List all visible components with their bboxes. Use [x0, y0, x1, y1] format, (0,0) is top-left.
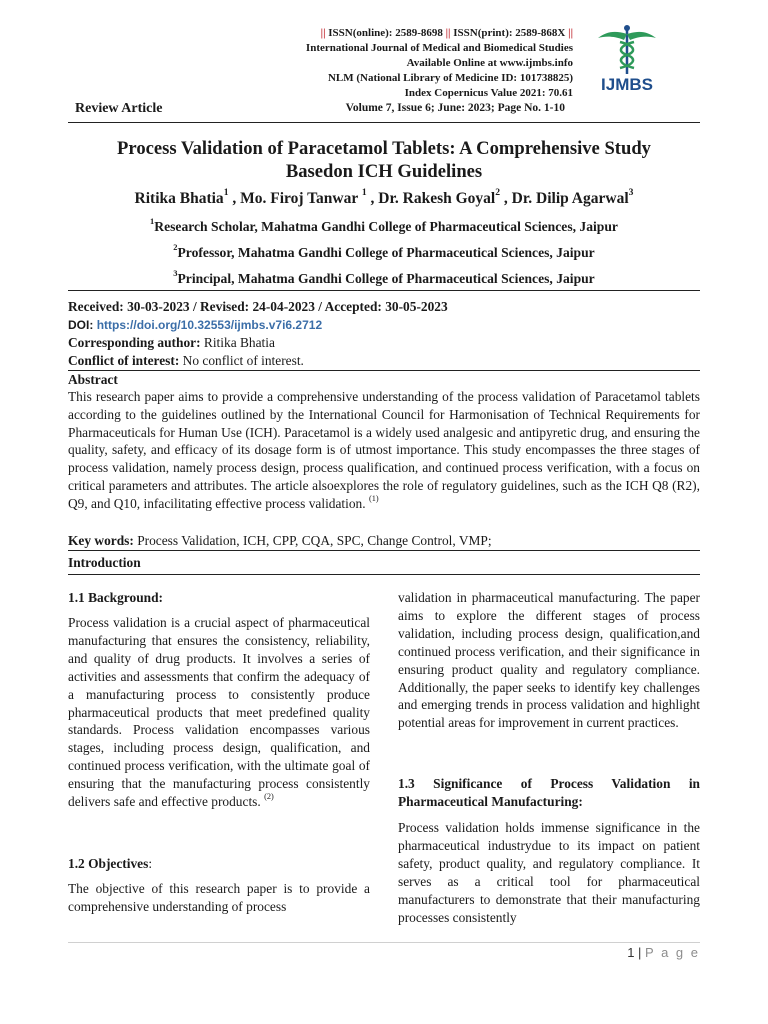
affiliation-text: Principal, Mahatma Gandhi College of Pharmaceutical Sciences, Jaipur: [177, 271, 595, 286]
introduction-rule: [68, 574, 700, 575]
author-sup: 1: [223, 187, 229, 199]
coi-label: Conflict of interest:: [68, 353, 180, 368]
keywords-line: [68, 532, 492, 550]
issn-separator: ||: [445, 27, 451, 39]
header-rule: [68, 122, 700, 123]
affiliation: [68, 268, 700, 287]
author-sup: 3: [628, 187, 634, 199]
author-sup: 1: [361, 187, 367, 199]
dates-line: Received: 30-03-2023 / Revised: 24-04-2023 / Accepted: 30-05-2023: [68, 299, 448, 314]
issn-print: ISSN(print): 2589-868X: [453, 27, 566, 39]
affiliation-text: Professor, Mahatma Gandhi College of Pharmaceutical Sciences, Jaipur: [177, 245, 595, 260]
author-name: Dr. Dilip Agarwal: [511, 190, 629, 207]
objectives-continued: validation in pharmaceutical manufacturing. The paper aims to explore the different stages of process validation, including process design, qualification,and continued process verification, and their significance in ensuring product quality and regulatory compliance. Additionally, the paper seeks to identify key challenges and emerging trends in process validation and highlight potential areas for improvement in current practices.: [398, 590, 700, 731]
abstract-heading: Abstract: [68, 372, 118, 387]
available-online: Available Online at www.ijmbs.info: [406, 57, 573, 69]
affiliation-text: Research Scholar, Mahatma Gandhi College of Pharmaceutical Sciences, Jaipur: [154, 219, 618, 234]
author-sup: 2: [495, 187, 501, 199]
affiliation-sup: 1: [150, 216, 155, 227]
page-sep: |: [634, 945, 646, 960]
doi-link[interactable]: https://doi.org/10.32553/ijmbs.v7i6.2712: [96, 318, 323, 332]
background-ref: (2): [264, 792, 274, 802]
author-name: Dr. Rakesh Goyal: [378, 190, 496, 207]
paper-title: [68, 137, 700, 183]
author-name: Ritika Bhatia: [134, 190, 224, 207]
author-sep: ,: [500, 190, 512, 207]
issn-line: [260, 26, 573, 42]
doi-line: [68, 316, 322, 334]
background-body: [68, 614, 370, 811]
doi-label: DOI:: [68, 318, 94, 332]
affiliation-sup: 2: [173, 242, 178, 253]
issn-separator: ||: [320, 27, 326, 39]
keywords-rule: [68, 550, 700, 551]
journal-name: International Journal of Medical and Biomedical Studies: [305, 42, 573, 54]
keywords-value: Process Validation, ICH, CPP, CQA, SPC, Change Control, VMP;: [133, 533, 492, 548]
section-heading-objectives: [68, 855, 370, 873]
journal-logo: [584, 22, 670, 108]
footer-rule: [68, 942, 700, 943]
objectives-body: The objective of this research paper is to provide a comprehensive understanding of process: [68, 881, 370, 914]
abstract-text: This research paper aims to provide a comprehensive understanding of the process validation of Paracetamol tablets according to the guidelines outlined by the International Council for Harmonisation of Technical Requirements for Pharmaceuticals for Human Use (ICH). Paracetamol is a widely used analgesic and antipyretic drug, and ensuring the quality, safety, and efficacy of its dosage form is of utmost importance. This study encompasses the three stages of process validation, namely process design, process qualification, and continued process verification, with a focus on critical parameters and attributes. The article alsoexplores the role of regulatory guidelines, such as the ICH Q8 (R2), Q9, and Q10, infacilitating effective process validation.: [68, 389, 700, 511]
caduceus-icon: [584, 22, 670, 108]
author-list: [68, 187, 700, 208]
page-num: 1: [627, 945, 635, 960]
coi-value: No conflict of interest.: [179, 353, 304, 368]
objectives-colon: :: [148, 856, 153, 871]
volume-line: Volume 7, Issue 6; June: 2023; Page No. 1-10: [345, 102, 565, 114]
title-line-2: Basedon ICH Guidelines: [285, 161, 483, 182]
author-sep: ,: [366, 190, 379, 207]
affiliation: [68, 216, 700, 235]
corresponding-author: [68, 334, 275, 352]
issn-separator: ||: [568, 27, 573, 39]
objectives-label: 1.2 Objectives: [68, 856, 149, 871]
affiliation-sup: 3: [173, 268, 178, 279]
introduction-heading: Introduction: [68, 555, 141, 570]
author-sep: ,: [228, 190, 241, 207]
affiliation: [68, 242, 700, 261]
article-type: Review Article: [75, 101, 163, 116]
corr-label: Corresponding author:: [68, 335, 201, 350]
author-name: Mo. Firoj Tanwar: [240, 190, 362, 207]
abstract-body: [68, 388, 700, 513]
issn-online: ISSN(online): 2589-8698: [328, 27, 443, 39]
keywords-label: Key words:: [68, 533, 134, 548]
significance-body: Process validation holds immense significance in the pharmaceutical industrydue to its impact on patient safety, product quality, and regulatory compliance. It serves as a critical tool for pharmaceutical manufacturers to demonstrate that their manufacturing processes consistently: [398, 820, 700, 925]
conflict-of-interest: [68, 352, 304, 370]
background-text: Process validation is a crucial aspect of pharmaceutical manufacturing that ensures the consistency, reliability, and quality of drug products. It involves a series of activities and assessments that confirm the adequacy of a manufacturing process to consistently produce pharmaceutical products that meet predefined quality standards. Process validation encompasses various stages, including process design, qualification, and continued process verification, with the ultimate goal of ensuring that the manufacturing process consistently delivers safe and effective products.: [68, 615, 370, 810]
affiliation-rule: [68, 290, 700, 291]
copernicus-value: Index Copernicus Value 2021: 70.61: [404, 87, 573, 99]
page-word: P a g e: [645, 945, 700, 960]
page-number: [600, 945, 700, 960]
logo-text: IJMBS: [601, 75, 653, 94]
corr-value: Ritika Bhatia: [200, 335, 275, 350]
section-heading-significance: 1.3 Significance of Process Validation in Pharmaceutical Manufacturing:: [398, 776, 700, 809]
nlm-id: NLM (National Library of Medicine ID: 101738825): [327, 72, 573, 84]
abstract-rule: [68, 370, 700, 371]
title-line-1: Process Validation of Paracetamol Tablets: A Comprehensive Study: [117, 138, 651, 159]
section-heading-background: 1.1 Background:: [68, 590, 163, 605]
abstract-ref: (1): [368, 494, 379, 504]
